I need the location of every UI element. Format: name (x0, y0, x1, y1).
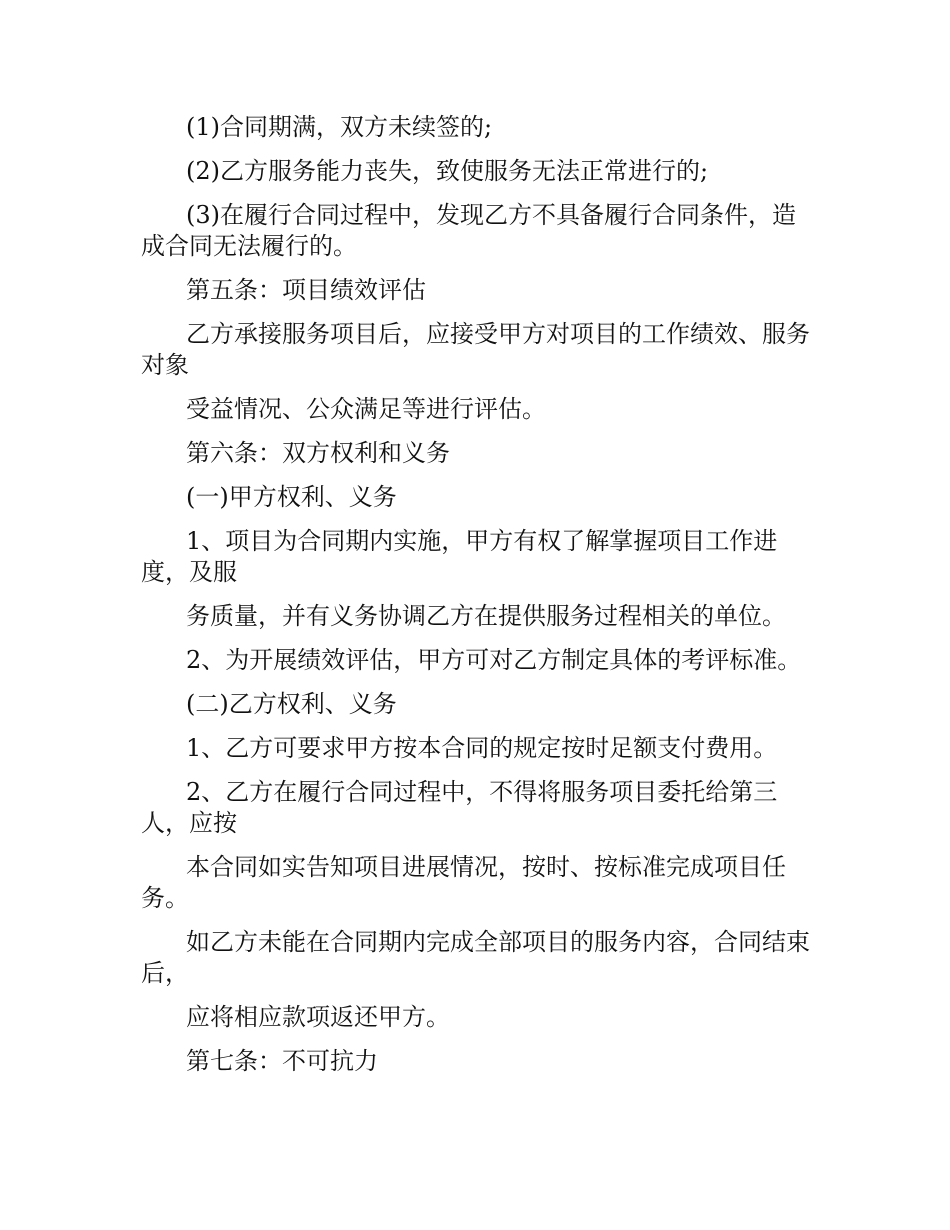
section-heading-article-6: 第六条：双方权利和义务 (186, 439, 450, 467)
paragraph-refund-condition: 如乙方未能在合同期内完成全部项目的服务内容，合同结束后， (141, 928, 810, 987)
paragraph-party-b-1: 1、乙方可要求甲方按本合同的规定按时足额支付费用。 (186, 734, 778, 762)
paragraph-party-a-2: 2、为开展绩效评估，甲方可对乙方制定具体的考评标准。 (186, 646, 802, 674)
paragraph-evaluation: 乙方承接服务项目后，应接受甲方对项目的工作绩效、服务对象 (141, 320, 810, 379)
section-heading-article-7: 第七条：不可抗力 (186, 1047, 378, 1075)
paragraph-refund: 应将相应款项返还甲方。 (186, 1003, 450, 1031)
paragraph-clause-1: (1)合同期满，双方未续签的; (186, 113, 493, 141)
paragraph-party-a-1-cont: 务质量，并有义务协调乙方在提供服务过程相关的单位。 (186, 602, 786, 630)
section-heading-article-5: 第五条：项目绩效评估 (186, 276, 426, 304)
paragraph-party-b-2: 2、乙方在履行合同过程中，不得将服务项目委托给第三人，应按 (141, 778, 778, 837)
paragraph-party-a-1: 1、项目为合同期内实施，甲方有权了解掌握项目工作进度，及服 (141, 527, 778, 586)
document-body (141, 112, 811, 1090)
paragraph-clause-2: (2)乙方服务能力丧失，致使服务无法正常进行的; (186, 157, 709, 185)
subheading-party-a: (一)甲方权利、义务 (186, 483, 397, 511)
paragraph-clause-3: (3)在履行合同过程中，发现乙方不具备履行合同条件，造成合同无法履行的。 (141, 201, 796, 260)
paragraph-party-b-2-cont: 本合同如实告知项目进展情况，按时、按标准完成项目任务。 (141, 853, 786, 912)
paragraph-evaluation-cont: 受益情况、公众满足等进行评估。 (186, 395, 546, 423)
subheading-party-b: (二)乙方权利、义务 (186, 690, 397, 718)
